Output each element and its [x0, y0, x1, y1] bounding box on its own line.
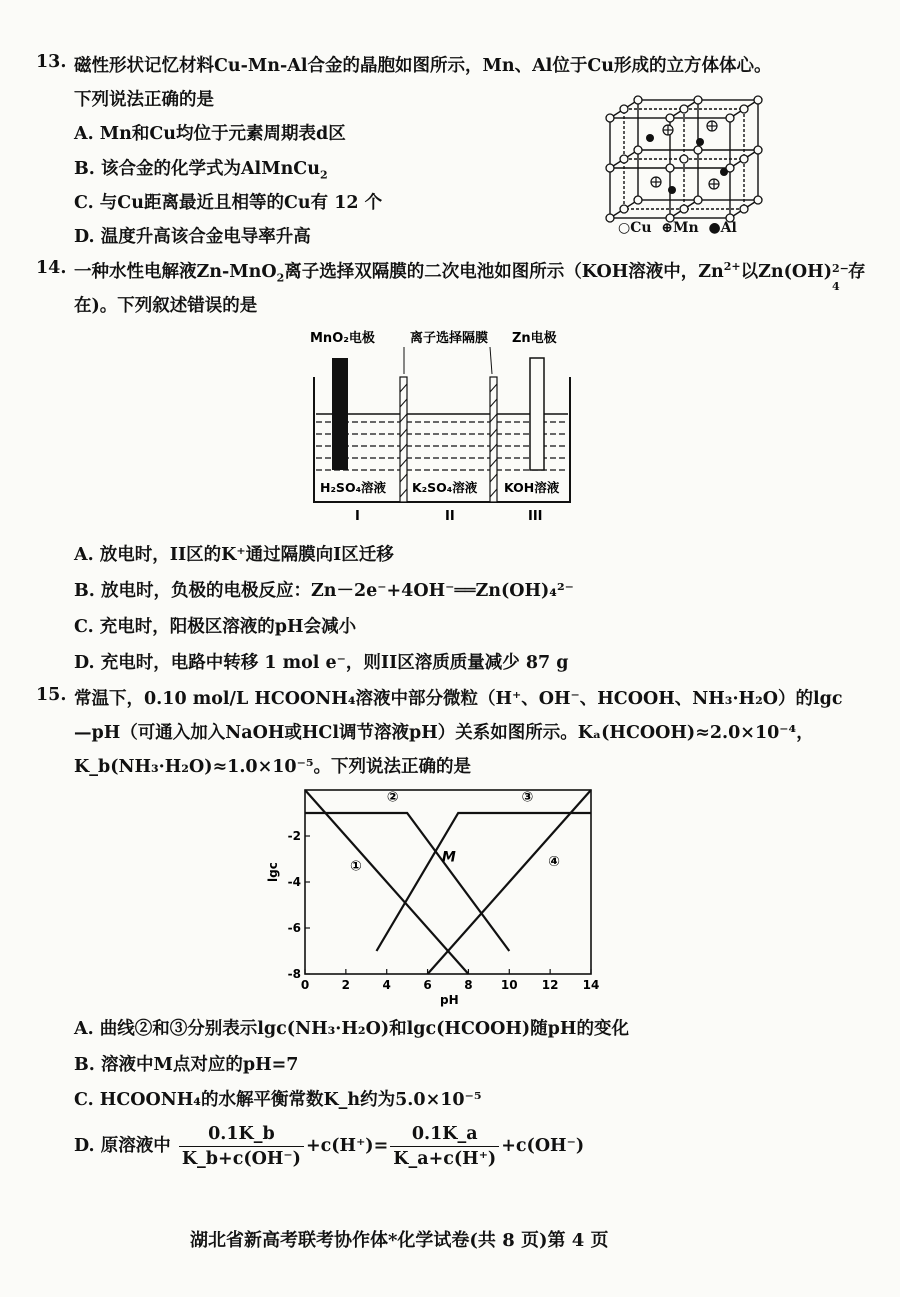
q14-stem-line1: 一种水性电解液Zn-MnO$_2$离子选择双隔膜的二次电池如图所示（KOH溶液中，$Zn^{2+}$以Zn(OH) 2− 4 存 [74, 260, 866, 293]
y-tick-label: -4 [287, 875, 301, 889]
series-line-4 [428, 790, 591, 974]
battery-figure [300, 322, 590, 522]
q13-option-a: A. Mn和Cu均位于元素周期表d区 [74, 124, 346, 144]
q14-option-c: C. 充电时，阳极区溶液的pH会减小 [74, 617, 357, 637]
q15-option-c: C. HCOONH₄的水解平衡常数K_h约为5.0×10⁻⁵ [74, 1090, 482, 1110]
q13-number: 13. [36, 52, 67, 72]
crystal-legend [618, 220, 737, 236]
fraction-kb: $\frac{0.1K\_b}{K\_b+c(OH^-)}$ [179, 1124, 304, 1169]
q15-stem-line3: K_b(NH₃·H₂O)≈1.0×10⁻⁵。下列说法正确的是 [74, 757, 472, 777]
x-tick-label: 10 [500, 978, 518, 992]
y-tick-label: -8 [287, 967, 301, 981]
q15-option-d: D. 原溶液中 $\frac{0.1K\_b}{K\_b+c(OH^-)}$ +c(H⁺)= $\frac{0.1K\_a}{K\_a+c(H^+)}$ +c(OH⁻) [74, 1124, 585, 1169]
q14-stem-line2: 在)。下列叙述错误的是 [74, 296, 258, 316]
label-h2so4-solution: H₂SO₄溶液 [320, 480, 387, 495]
label-k2so4-solution: K₂SO₄溶液 [412, 480, 478, 495]
q13-option-d: D. 温度升高该合金电导率升高 [74, 227, 311, 247]
q13-stem-line1: 磁性形状记忆材料Cu-Mn-Al合金的晶胞如图所示，Mn、Al位于Cu形成的立方体体心。 [74, 56, 772, 76]
x-tick-label: 0 [300, 978, 310, 992]
series-line-1 [305, 790, 468, 974]
label-zn-electrode: Zn电极 [512, 331, 557, 346]
fraction-ka: $\frac{0.1K\_a}{K\_a+c(H^+)}$ [390, 1124, 499, 1169]
q15-number: 15. [36, 685, 67, 705]
series-line-3 [377, 813, 592, 951]
label-mno2-electrode: MnO₂电极 [310, 331, 375, 346]
q13-stem-line2: 下列说法正确的是 [74, 90, 214, 110]
q14-option-b: B. 放电时，负极的电极反应：Zn－2e⁻+4OH⁻══Zn(OH)₄²⁻ [74, 581, 574, 601]
series-line-2 [305, 813, 509, 951]
q15-option-b: B. 溶液中M点对应的pH=7 [74, 1055, 299, 1075]
q15-stem-line2: —pH（可通入加入NaOH或HCl调节溶液pH）关系如图所示。Kₐ(HCOOH)≈2.0×10⁻⁴， [74, 723, 814, 743]
x-tick-label: 14 [582, 978, 600, 992]
x-tick-label: 4 [382, 978, 391, 992]
y-tick-label: -2 [287, 829, 301, 843]
plot-frame [305, 790, 591, 974]
region-2-label: II [445, 509, 455, 522]
q13-option-b: B. 该合金的化学式为AlMnCu$_2$ [74, 159, 328, 182]
q15-stem-line1: 常温下，0.10 mol/L HCOONH₄溶液中部分微粒（H⁺、OH⁻、HCOOH、NH₃·H₂O）的lgc [74, 689, 843, 709]
page-footer: 湖北省新高考联考协作体*化学试卷(共 8 页)第 4 页 [190, 1230, 609, 1251]
lgc-ph-chart [265, 778, 625, 1014]
curve-annotation: ③ [521, 789, 534, 806]
curve-annotation: ① [349, 858, 362, 875]
x-tick-label: 8 [464, 978, 473, 992]
legend-cu: ○Cu [618, 220, 652, 236]
label-koh-solution: KOH溶液 [504, 480, 560, 495]
legend-al: ●Al [708, 220, 737, 236]
region-3-label: III [528, 509, 543, 522]
curve-annotation: ② [386, 789, 399, 806]
x-tick-label: 12 [541, 978, 559, 992]
q14-option-a: A. 放电时，II区的K⁺通过隔膜向I区迁移 [74, 545, 394, 565]
q15-option-a: A. 曲线②和③分别表示lgc(NH₃·H₂O)和lgc(HCOOH)随pH的变化 [74, 1019, 629, 1039]
q13-option-c: C. 与Cu距离最近且相等的Cu有 12 个 [74, 193, 383, 213]
x-axis-label: pH [440, 993, 459, 1007]
region-1-label: I [355, 509, 360, 522]
q14-number: 14. [36, 258, 67, 278]
x-tick-label: 2 [341, 978, 351, 992]
y-tick-label: -6 [287, 921, 301, 935]
q14-option-d: D. 充电时，电路中转移 1 mol e⁻，则II区溶质质量减少 87 g [74, 653, 569, 673]
y-axis-label: lgc [266, 862, 280, 882]
curve-annotation: ④ [548, 853, 560, 870]
curve-annotation: M [441, 849, 456, 866]
x-tick-label: 6 [423, 978, 432, 992]
label-ion-membrane: 离子选择隔膜 [410, 331, 489, 346]
legend-mn: ⊕Mn [661, 220, 699, 236]
